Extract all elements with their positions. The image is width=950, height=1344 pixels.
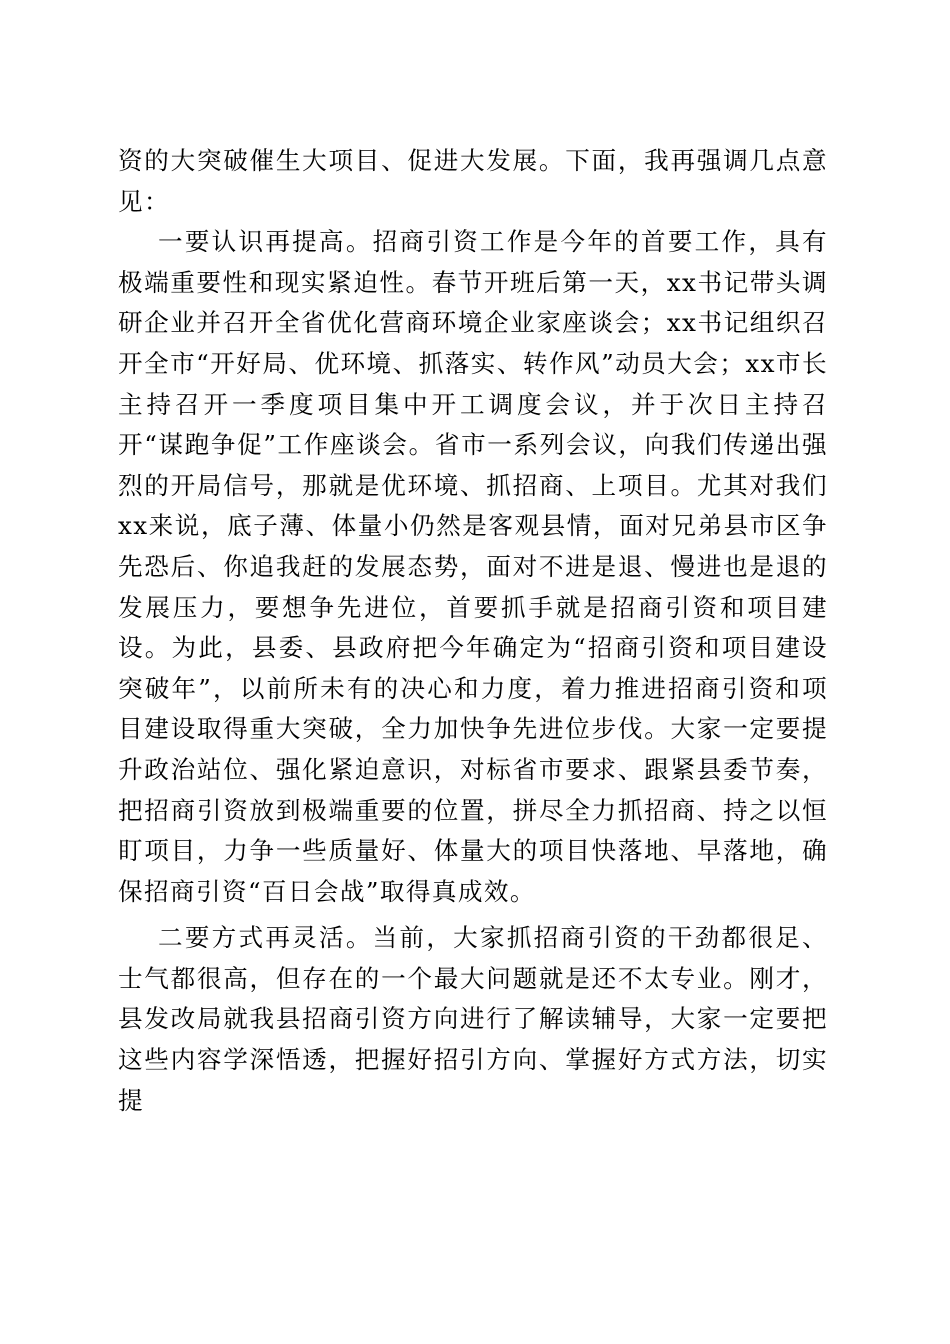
document-body — [118, 141, 828, 1121]
paragraph-continuation: 资的大突破催生大项目、促进大发展。下面，我再强调几点意见： — [118, 146, 828, 216]
paragraph-point-two: 二要方式再灵活。当前，大家抓招商引资的干劲都很足、士气都很高，但存在的一个最大问题就是还不太专业。刚才，县发改局就我县招商引资方向进行了解读辅导，大家一定要把这些内容学深悟透，把握好招引方向、掌握好方式方法，切实提 — [118, 923, 828, 1115]
paragraph-point-one: 一要认识再提高。招商引资工作是今年的首要工作，具有极端重要性和现实紧迫性。春节开班后第一天，xx书记带头调研企业并召开全省优化营商环境企业家座谈会；xx书记组织召开全市“开好局、优环境、抓落实、转作风”动员大会；xx市长主持召开一季度项目集中开工调度会议，并于次日主持召开“谋跑争促”工作座谈会。省市一系列会议，向我们传递出强烈的开局信号，那就是优环境、抓招商、上项目。尤其对我们xx来说，底子薄、体量小仍然是客观县情，面对兄弟县市区争先恐后、你追我赶的发展态势，面对不进是退、慢进也是退的发展压力，要想争先进位，首要抓手就是招商引资和项目建设。为此，县委、县政府把今年确定为“招商引资和项目建设突破年”，以前所未有的决心和力度，着力推进招商引资和项目建设取得重大突破，全力加快争先进位步伐。大家一定要提升政治站位、强化紧迫意识，对标省市要求、跟紧县委节奏，把招商引资放到极端重要的位置，拼尽全力抓招商、持之以恒盯项目，力争一些质量好、体量大的项目快落地、早落地，确保招商引资“百日会战”取得真成效。 — [118, 227, 828, 906]
